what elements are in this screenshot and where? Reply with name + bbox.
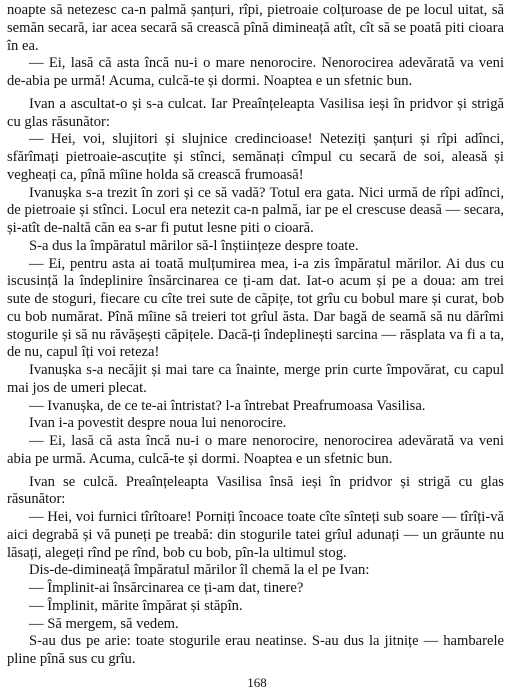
paragraph: — Ei, lasă că asta încă nu-i o mare nenorocire. Nenorocirea adevărată va veni de-abia pe urmă! Acuma, culcă-te și dormi. Noaptea e un sfetnic bun. [7, 55, 504, 89]
page-number: 168 [247, 675, 267, 690]
paragraph: — Ei, pentru asta ai toată mulțumirea mea, i-a zis împăratul mărilor. Ai dus cu iscusință la îndeplinire însărcinarea ce ți-am dat. Iat-o acum și pe a doua: am trei sute de stoguri, fiecare cu cîte trei sute de căpițe, tot grîu cu bobul mare și curat, bob cu bob numărat. Pînă mîine să treieri tot grîul ăsta. Dar bagă de seamă să nu dărîmi stogurile și să nu răvășești căpițele. Dacă-ți îndeplinești sarcina — răsplata va fi a ta, de nu, capul îți voi reteza! [7, 255, 504, 361]
paragraph: — Hei, voi furnici tîrîtoare! Porniți încoace toate cîte sînteți sub soare — tîrîți-vă aici degrabă și vă puneți pe treabă: din stogurile tatei grîul adunați — un grăunte nu lăsați, alegeți rînd pe rînd, bob cu bob, pîn-la ultimul stog. [7, 509, 504, 561]
paragraph: — Împlinit, mărite împărat și stăpîn. [29, 597, 243, 614]
paragraph: S-au dus pe arie: toate stogurile erau neatinse. S-au dus la jitnițe — hambarele pline pînă sus cu grîu. [7, 633, 504, 667]
paragraph: — Ivanușka, de ce te-ai întristat? l-a întrebat Preafrumoasa Vasilisa. [29, 397, 426, 414]
paragraph: — Ei, lasă că asta încă nu-i o mare nenorocire, nenorocirea adevărată va veni abia pe urmă. Acuma, culcă-te și dormi. Noaptea e un sfetnic bun. [7, 433, 504, 467]
paragraph: S-a dus la împăratul mărilor să-l înștiințeze despre toate. [29, 237, 359, 254]
paragraph: Ivanușka s-a trezit în zori și ce să vadă? Totul era gata. Nici urmă de rîpi adînci, de pietroaie și stînci. Locul era netezit ca-n palmă, iar pe el crescuse deasă — secara, și-atît de-naltă căn ea s-ar fi putut lesne piti o cioară. [7, 184, 504, 236]
paragraph: Ivan a ascultat-o și s-a culcat. Iar Preaînțeleapta Vasilisa ieși în pridvor și strigă cu glas răsunător: [7, 95, 504, 130]
text-body [7, 2, 504, 669]
paragraph: Ivan i-a povestit despre noua lui nenorocire. [29, 415, 287, 432]
paragraph: — Să mergem, să vedem. [29, 615, 179, 632]
paragraph: Ivanușka s-a necăjit și mai tare ca înainte, merge prin curte împovărat, cu capul mai jos de umeri plecat. [7, 362, 504, 396]
paragraph: — Împlinit-ai însărcinarea ce ți-am dat, tinere? [29, 580, 304, 596]
paragraph: Dis-de-dimineață împăratul mărilor îl chemă la el pe Ivan: [29, 562, 370, 579]
paragraph: — Hei, voi, slujitori și slujnice credincioase! Neteziți șanțuri și rîpi adînci, sfărîmați pietroaie-ascuțite și stînci, semănați cîmpul cu secară de soi, aleasă și vegheați ca, pînă mîine holda să crească frumoasă! [7, 131, 504, 183]
paragraph: noapte să netezesc ca-n palmă șanțuri, rîpi, pietroaie colțuroase de pe locul uitat, să semăn secară, iar acea secară să crească pînă dimineață atît, cît să se poată piti cioara în ea. [7, 2, 504, 54]
paragraph: Ivan se culcă. Preaînțeleapta Vasilisa însă ieși în pridvor și strigă cu glas răsunător: [7, 473, 504, 508]
